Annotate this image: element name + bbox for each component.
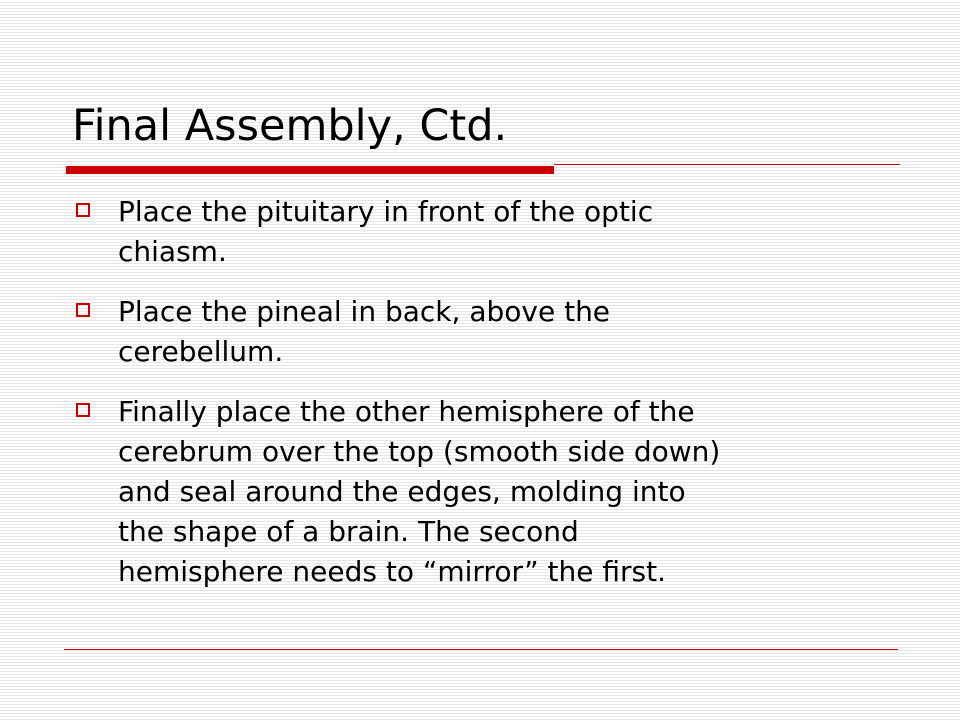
slide-title: Final Assembly, Ctd. xyxy=(72,101,508,151)
title-underline-thick xyxy=(66,166,554,174)
bullet-line: cerebellum. xyxy=(118,335,284,368)
hollow-square-bullet-icon xyxy=(76,403,90,417)
title-underline-thin xyxy=(554,164,900,165)
bullet-item xyxy=(76,192,876,272)
bullet-text xyxy=(118,192,876,272)
footer-rule xyxy=(64,649,898,650)
bullet-line: Place the pituitary in front of the optic xyxy=(118,195,654,228)
bullet-line: Finally place the other hemisphere of the xyxy=(118,395,695,428)
bullet-line: and seal around the edges, molding into xyxy=(118,475,686,508)
bullet-list xyxy=(76,192,876,612)
hollow-square-bullet-icon xyxy=(76,203,90,217)
bullet-line: cerebrum over the top (smooth side down) xyxy=(118,435,721,468)
bullet-line: hemisphere needs to “mirror” the first. xyxy=(118,555,667,588)
bullet-line: the shape of a brain. The second xyxy=(118,515,579,548)
bullet-item xyxy=(76,292,876,372)
bullet-text xyxy=(118,392,876,592)
bullet-item xyxy=(76,392,876,592)
hollow-square-bullet-icon xyxy=(76,303,90,317)
bullet-line: chiasm. xyxy=(118,235,227,268)
bullet-line: Place the pineal in back, above the xyxy=(118,295,611,328)
bullet-text xyxy=(118,292,876,372)
